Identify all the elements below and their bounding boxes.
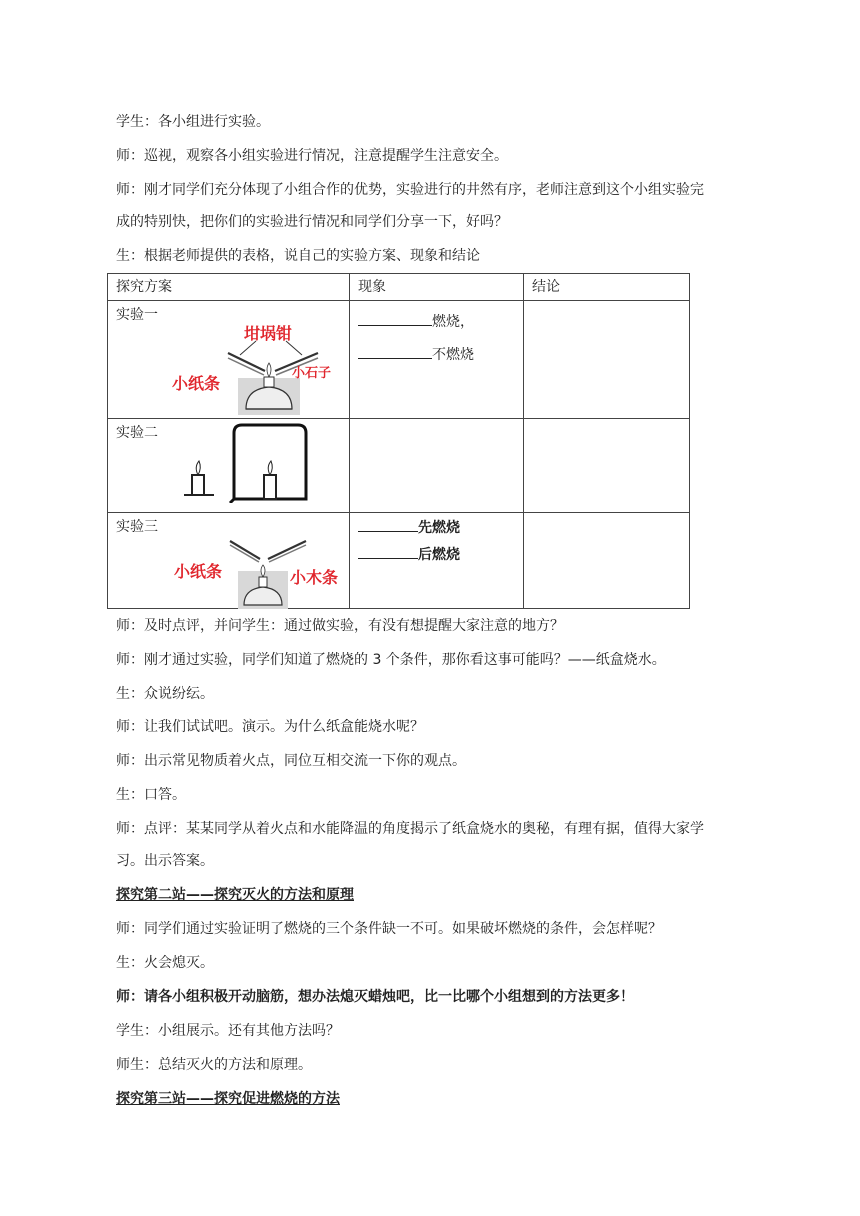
stone-label: 小石子 <box>292 366 332 381</box>
header-cell: 现象 <box>350 274 524 301</box>
paragraph-bold: 师：请各小组积极开动脑筋，想办法熄灭蜡烛吧，比一比哪个小组想到的方法更多！ <box>116 989 634 1005</box>
paragraph: 生：根据老师提供的表格，说自己的实验方案、现象和结论 <box>116 248 480 264</box>
experiment-table <box>107 273 690 609</box>
paper-strip-label: 小纸条 <box>174 562 223 581</box>
experiment-three-figure <box>174 539 350 609</box>
phenomenon-line: 不燃烧 <box>358 344 515 365</box>
candle-open <box>192 475 204 495</box>
phenomenon-cell <box>350 301 524 419</box>
scheme-cell <box>108 301 350 419</box>
paragraph: 学生：小组展示。还有其他方法吗？ <box>116 1023 340 1039</box>
answer-blank <box>358 544 418 559</box>
tongs-label: 坩埚钳 <box>244 324 293 343</box>
paragraph: 师：巡视，观察各小组实验进行情况，注意提醒学生注意安全。 <box>116 148 508 164</box>
table-row <box>108 419 690 513</box>
wood-strip-label: 小木条 <box>290 568 339 587</box>
scheme-cell <box>108 419 350 513</box>
phenomenon-line: 先燃烧 <box>358 517 515 538</box>
flame-icon <box>196 461 200 475</box>
conclusion-cell <box>524 419 690 513</box>
paragraph: 成的特别快，把你们的实验进行情况和同学们分享一下，好吗？ <box>116 214 508 230</box>
paper-strip-label: 小纸条 <box>172 374 221 393</box>
paragraph: 师生：总结灭火的方法和原理。 <box>116 1057 312 1073</box>
paragraph: 生：火会熄灭。 <box>116 955 214 971</box>
paragraph: 师：刚才同学们充分体现了小组合作的优势，实验进行的井然有序，老师注意到这个小组实验完 <box>116 182 704 198</box>
paragraph: 生：众说纷纭。 <box>116 686 214 702</box>
paragraph: 师：让我们试试吧。演示。为什么纸盒能烧水呢？ <box>116 719 424 735</box>
header-cell: 结论 <box>524 274 690 301</box>
table-row <box>108 513 690 609</box>
conclusion-cell <box>524 301 690 419</box>
answer-blank <box>358 344 432 359</box>
paragraph: 学生：各小组进行实验。 <box>116 114 270 130</box>
phenomenon-cell <box>350 419 524 513</box>
right-tongs <box>268 541 306 559</box>
pointer-line <box>240 341 256 355</box>
paragraph: 师：出示常见物质着火点，同位互相交流一下你的观点。 <box>116 753 466 769</box>
paragraph: 生：口答。 <box>116 787 186 803</box>
experiment-two-figure <box>184 423 318 503</box>
candle-covered <box>264 475 276 499</box>
paragraph: 师：点评：某某同学从着火点和水能降温的角度揭示了纸盒烧水的奥秘，有理有据，值得大家学 <box>116 821 704 837</box>
experiment-label: 实验一 <box>116 307 158 323</box>
answer-blank <box>358 311 432 326</box>
phenomenon-line: 后燃烧 <box>358 544 515 565</box>
section-heading: 探究第二站——探究灭火的方法和原理 <box>116 887 354 903</box>
paragraph: 师：及时点评，并问学生：通过做实验，有没有想提醒大家注意的地方？ <box>116 618 564 634</box>
pointer-line <box>286 341 302 355</box>
phenomenon-line: 燃烧， <box>358 311 515 332</box>
experiment-label: 实验二 <box>116 425 158 441</box>
scheme-cell <box>108 513 350 609</box>
phenomenon-cell <box>350 513 524 609</box>
paragraph: 师：刚才通过实验，同学们知道了燃烧的 3 个条件，那你看这事可能吗？——纸盒烧水。 <box>116 652 666 668</box>
left-tongs <box>230 541 260 559</box>
header-cell: 探究方案 <box>108 274 350 301</box>
experiment-label: 实验三 <box>116 519 158 535</box>
answer-blank <box>358 517 418 532</box>
lamp-wick <box>259 577 267 587</box>
lamp-wick <box>264 377 274 387</box>
paragraph: 习。出示答案。 <box>116 853 214 869</box>
table-header-row <box>108 274 690 301</box>
flame-icon <box>267 363 271 377</box>
section-heading: 探究第三站——探究促进燃烧的方法 <box>116 1091 340 1107</box>
experiment-one-figure <box>168 323 338 415</box>
conclusion-cell <box>524 513 690 609</box>
left-tongs <box>228 353 265 371</box>
table-row <box>108 301 690 419</box>
paragraph: 师：同学们通过实验证明了燃烧的三个条件缺一不可。如果破坏燃烧的条件，会怎样呢？ <box>116 921 662 937</box>
